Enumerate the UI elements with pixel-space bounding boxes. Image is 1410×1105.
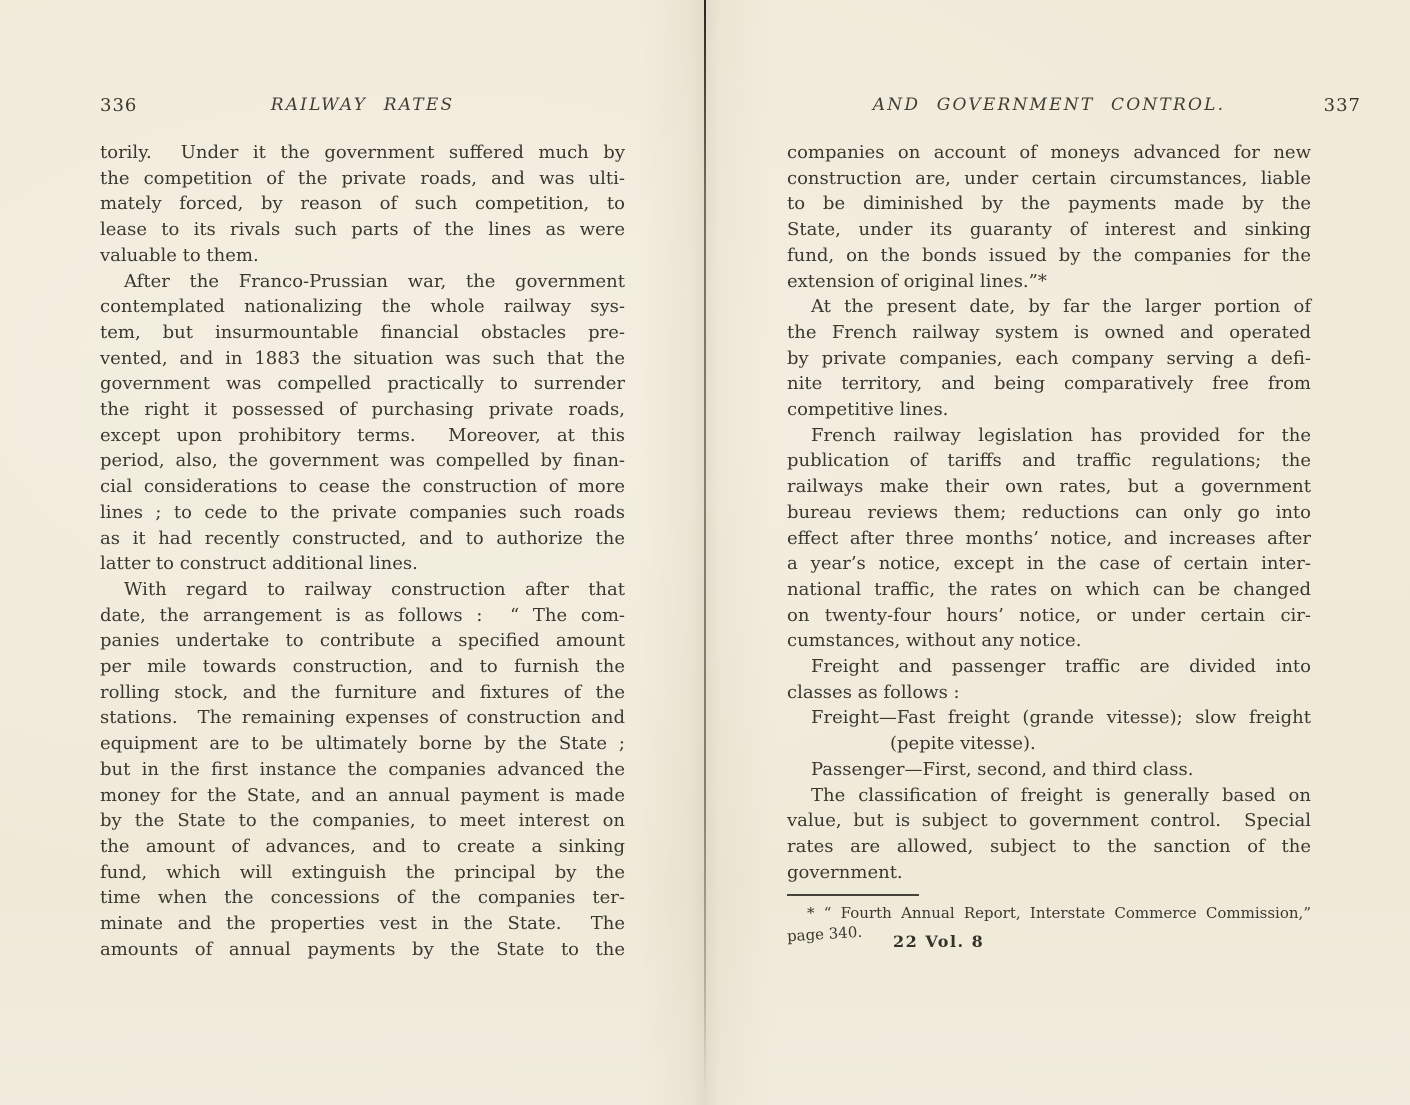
text-line: rates are allowed, subject to the sanction of the xyxy=(787,835,1311,857)
text-line: fund, which will extinguish the principal by the xyxy=(100,861,625,883)
text-line: tem, but insurmountable financial obstacles pre- xyxy=(100,321,625,343)
text-line: Freight—Fast freight (grande vitesse); slow freight xyxy=(811,707,1311,729)
text-line: Passenger—First, second, and third class. xyxy=(811,758,1194,780)
text-line: classes as follows : xyxy=(787,681,960,703)
printer-signature-mark: 22 Vol. 8 xyxy=(892,932,985,952)
text-line: (pepite vitesse). xyxy=(890,733,1036,755)
footnote-rule xyxy=(787,894,919,896)
text-line: except upon prohibitory terms. Moreover, at this xyxy=(100,424,625,446)
text-line: the competition of the private roads, and was ulti- xyxy=(100,167,625,189)
text-line: government was compelled practically to surrender xyxy=(100,373,625,395)
text-line: stations. The remaining expenses of construction and xyxy=(100,707,625,729)
text-line: the amount of advances, and to create a sinking xyxy=(100,835,625,857)
body-text-left xyxy=(100,140,625,963)
page-left xyxy=(100,95,625,960)
text-line: torily. Under it the government suffered much by xyxy=(100,142,625,163)
text-line: cumstances, without any notice. xyxy=(787,630,1082,652)
running-title-right: AND GOVERNMENT CONTROL. xyxy=(872,95,1226,115)
text-line: cial considerations to cease the construction of more xyxy=(100,476,625,498)
text-line: companies on account of moneys advanced for new xyxy=(787,142,1311,163)
page-header-right xyxy=(787,95,1361,119)
body-text-right xyxy=(786,140,1311,952)
book-fold-line xyxy=(704,0,706,1092)
running-title-left: RAILWAY RATES xyxy=(270,95,455,115)
text-line: bureau reviews them; reductions can only go into xyxy=(787,501,1311,523)
text-line: With regard to railway construction after that xyxy=(124,578,625,600)
text-line: date, the arrangement is as follows : “ The com- xyxy=(100,604,625,626)
text-line: After the Franco-Prussian war, the government xyxy=(124,270,625,292)
text-line: valuable to them. xyxy=(100,244,259,266)
footnote-text: * “ Fourth Annual Report, Interstate Commerce Commission,” xyxy=(807,904,1311,923)
text-line: mately forced, by reason of such competition, to xyxy=(100,193,625,215)
text-line: State, under its guaranty of interest and sinking xyxy=(787,219,1311,241)
text-line: competitive lines. xyxy=(787,399,949,421)
text-line: extension of original lines.”* xyxy=(787,270,1047,292)
text-line: lines ; to cede to the private companies such roads xyxy=(100,501,625,523)
text-line: construction are, under certain circumstances, liable xyxy=(787,167,1311,189)
text-line: minate and the properties vest in the State. The xyxy=(100,913,625,935)
text-line: latter to construct additional lines. xyxy=(100,553,418,575)
text-line: amounts of annual payments by the State to the xyxy=(100,938,625,960)
text-line: rolling stock, and the furniture and fixtures of the xyxy=(100,681,625,703)
text-line: the right it possessed of purchasing private roads, xyxy=(100,399,625,421)
text-line: period, also, the government was compelled by finan- xyxy=(100,450,625,472)
page-right xyxy=(786,95,1361,952)
footnote-line2 xyxy=(786,923,1311,952)
text-line: nite territory, and being comparatively free from xyxy=(787,373,1311,395)
text-line: railways make their own rates, but a government xyxy=(787,476,1311,498)
footnote-page-ref: page 340. xyxy=(786,923,863,946)
text-line: time when the concessions of the companies ter- xyxy=(100,887,625,909)
gutter-shadow xyxy=(638,0,774,1105)
text-line: effect after three months’ notice, and increases after xyxy=(787,527,1311,549)
text-line: to be diminished by the payments made by the xyxy=(787,193,1311,215)
text-line: publication of tariffs and traffic regulations; the xyxy=(787,450,1311,472)
body-lines-right xyxy=(787,140,1311,885)
text-line: French railway legislation has provided for the xyxy=(811,424,1311,446)
text-line: by private companies, each company serving a defi- xyxy=(787,347,1311,369)
text-line: as it had recently constructed, and to authorize the xyxy=(100,527,625,549)
text-line: national traffic, the rates on which can be changed xyxy=(787,578,1311,600)
text-line: Freight and passenger traffic are divided into xyxy=(811,656,1311,678)
text-line: lease to its rivals such parts of the lines as were xyxy=(100,219,625,241)
text-line: but in the first instance the companies advanced the xyxy=(100,758,625,780)
text-line: per mile towards construction, and to furnish the xyxy=(100,656,625,678)
text-line: by the State to the companies, to meet interest on xyxy=(100,810,625,832)
page-header-left xyxy=(100,95,625,119)
text-line: money for the State, and an annual payment is made xyxy=(100,784,625,806)
text-line: the French railway system is owned and operated xyxy=(787,321,1311,343)
text-line: fund, on the bonds issued by the companies for the xyxy=(787,244,1311,266)
text-line: government. xyxy=(787,861,903,883)
page-number-left: 336 xyxy=(100,95,138,116)
text-line: vented, and in 1883 the situation was such that the xyxy=(100,347,625,369)
text-line: value, but is subject to government control. Special xyxy=(787,810,1311,832)
text-line: a year’s notice, except in the case of certain inter- xyxy=(787,553,1311,575)
text-line: panies undertake to contribute a specified amount xyxy=(100,630,625,652)
text-line: contemplated nationalizing the whole railway sys- xyxy=(100,296,625,318)
page-number-right: 337 xyxy=(1323,95,1361,116)
text-line: The classification of freight is generally based on xyxy=(811,784,1311,806)
text-line: on twenty-four hours’ notice, or under certain cir- xyxy=(787,604,1311,626)
text-line: At the present date, by far the larger portion of xyxy=(811,296,1311,318)
text-line: equipment are to be ultimately borne by the State ; xyxy=(100,733,625,755)
